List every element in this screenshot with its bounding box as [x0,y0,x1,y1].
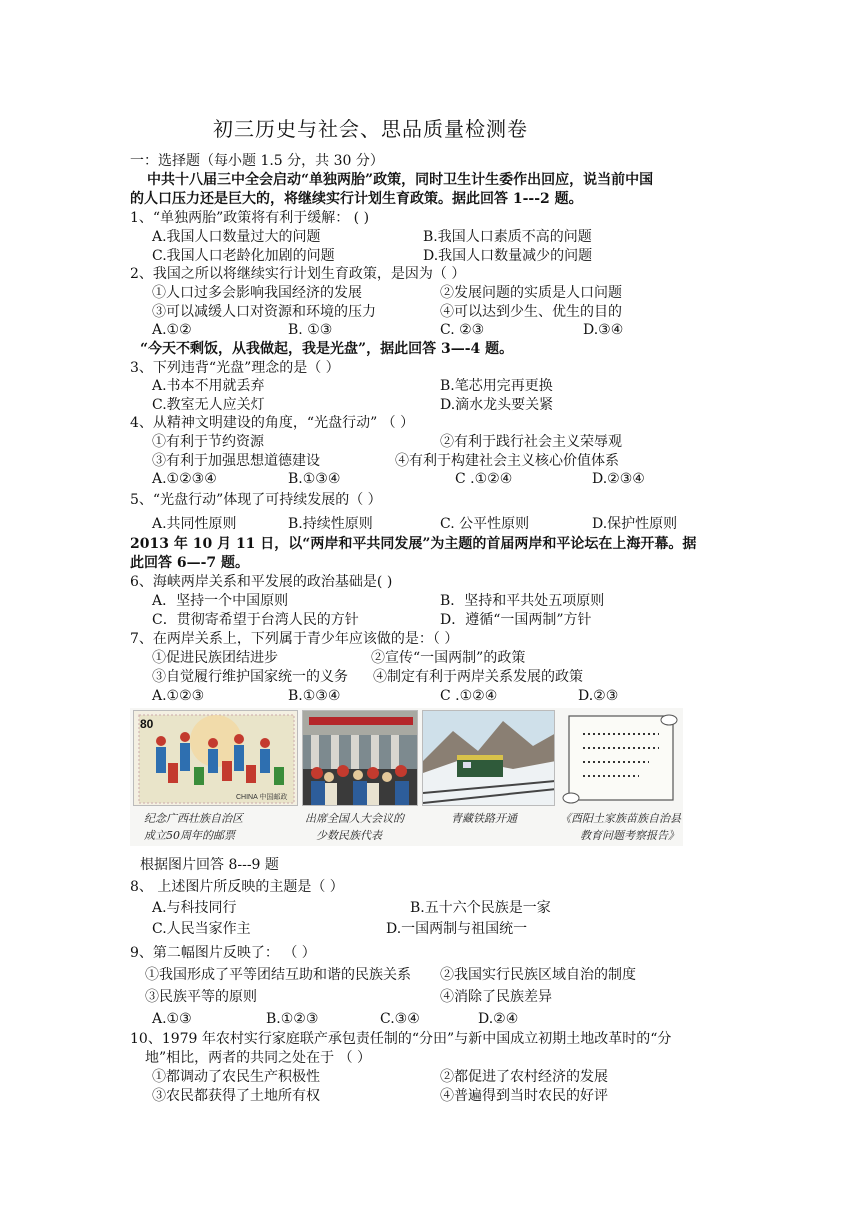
statement: ④普遍得到当时农民的好评 [440,1088,608,1104]
statement: ②宣传“一国两制”的政策 [371,650,526,666]
stamp-brand: CHINA 中国邮政 [236,794,288,801]
question-stem: 6、海峡两岸关系和平发展的政治基础是( ) [130,574,393,590]
option-c: C.③④ [380,1011,420,1027]
railway-photo [422,710,555,806]
statement: ④制定有利于两岸关系发展的政策 [373,669,583,685]
option-d: D．遵循“一国两制”方针 [440,612,592,628]
question-stem: 10、1979 年农村实行家庭联产承包责任制的“分田”与新中国成立初期土地改革时的“分 [130,1031,672,1047]
option-b: B. ①③ [288,322,333,338]
option-a: A.共同性原则 [152,516,237,532]
option-d: D.保护性原则 [592,516,678,532]
stamp-image [133,710,298,806]
statement: ③农民都获得了土地所有权 [152,1088,320,1104]
caption-report: 教育问题考察报告》 [580,829,679,842]
question-stem: 4、从精神文明建设的角度，“光盘行动” （ ） [130,415,415,431]
option-c: C. ②③ [440,322,485,338]
option-a: A.①②③ [152,688,205,704]
statement: ①都调动了农民生产积极性 [152,1069,320,1085]
page-title: 初三历史与社会、思品质量检测卷 [213,117,528,141]
option-c: C.我国人口老龄化加剧的问题 [152,248,335,264]
statement: ④可以达到少生、优生的目的 [440,304,622,320]
option-a: A.①②③④ [152,471,217,487]
statement: ③自觉履行维护国家统一的义务 [152,669,348,685]
caption-stamp: 成立50周年的邮票 [144,829,235,842]
statement: ②都促进了农村经济的发展 [440,1069,608,1085]
caption-delegates: 少数民族代表 [316,829,382,842]
caption-delegates: 出席全国人大会议的 [305,812,404,825]
railway-illustration [423,711,555,806]
question-stem: 1、“单独两胎”政策将有利于缓解： ( ) [130,210,370,226]
option-c: C.人民当家作主 [152,921,251,937]
option-d: D.②④ [478,1011,519,1027]
statement: ①我国形成了平等团结互助和谐的民族关系 [145,967,411,983]
option-c: C. 公平性原则 [440,516,530,532]
option-a: A.与科技同行 [152,900,237,916]
caption-railway: 青藏铁路开通 [451,812,517,825]
statement: ③民族平等的原则 [145,989,257,1005]
option-b: B.持续性原则 [288,516,373,532]
statement: ④消除了民族差异 [440,989,552,1005]
statement: ③有利于加强思想道德建设 [152,453,320,469]
option-d: D.②③④ [592,471,645,487]
option-a: A.书本不用就丢弃 [152,378,265,394]
option-c: C .①②④ [455,471,513,487]
question-stem: 地”相比，两者的共同之处在于 （ ） [145,1050,372,1066]
report-scroll [559,710,681,806]
option-b: B.①③④ [288,688,341,704]
option-d: D.滴水龙头要关紧 [440,397,554,413]
option-b: B.五十六个民族是一家 [410,900,551,916]
option-d: D.②③ [578,688,619,704]
question-stem: 5、“光盘行动”体现了可持续发展的（ ） [130,492,382,508]
option-d: D.③④ [583,322,624,338]
option-d: D.一国两制与祖国统一 [386,921,528,937]
delegates-illustration [303,711,418,806]
intro-text: 中共十八届三中全会启动“单独两胎”政策，同时卫生计生委作出回应，说当前中国 [147,172,654,188]
statement: ①促进民族团结进步 [152,650,278,666]
intro-text: 的人口压力还是巨大的，将继续实行计划生育政策。据此回答 1---2 题。 [130,191,583,207]
question-stem: 2、我国之所以将继续实行计划生育政策，是因为（ ） [130,266,466,282]
option-b: B.我国人口素质不高的问题 [423,229,592,245]
option-c: C．贯彻寄希望于台湾人民的方针 [152,612,359,628]
option-b: B．坚持和平共处五项原则 [440,593,605,609]
intro-text: 此回答 6—-7 题。 [130,555,250,571]
statement: ①人口过多会影响我国经济的发展 [152,285,362,301]
option-b: B.笔芯用完再更换 [440,378,553,394]
intro-text: 2013 年 10 月 11 日，以“两岸和平共同发展”为主题的首届两岸和平论坛在上海开幕。据 [130,536,697,552]
statement: ②有利于践行社会主义荣辱观 [440,434,622,450]
option-d: D.我国人口数量减少的问题 [423,248,593,264]
question-stem: 8、 上述图片所反映的主题是（ ） [130,879,344,895]
question-stem: 7、在两岸关系上，下列属于青少年应该做的是：（ ） [130,631,459,647]
intro-text: 根据图片回答 8---9 题 [140,857,279,873]
intro-text: “今天不剩饭，从我做起，我是光盘”，据此回答 3—-4 题。 [140,341,514,357]
statement: ③可以减缓人口对资源和环境的压力 [152,304,376,320]
caption-report: 《酉阳土家族苗族自治县 [560,812,681,825]
statement: ④有利于构建社会主义核心价值体系 [395,453,619,469]
option-c: C .①②④ [440,688,498,704]
question-stem: 9、第二幅图片反映了： （ ） [130,945,316,961]
stamp-value: 80 [140,717,154,731]
scroll-illustration [559,710,681,806]
stamp-illustration [134,711,298,806]
statement: ②发展问题的实质是人口问题 [440,285,622,301]
option-b: B.①②③ [266,1011,319,1027]
option-a: A.①③ [152,1011,192,1027]
statement: ①有利于节约资源 [152,434,264,450]
option-a: A.①② [152,322,192,338]
option-b: B.①③④ [288,471,341,487]
option-c: C.教室无人应关灯 [152,397,265,413]
option-a: A.我国人口数量过大的问题 [152,229,321,245]
option-a: A．坚持一个中国原则 [152,593,289,609]
caption-stamp: 纪念广西壮族自治区 [144,812,243,825]
statement: ②我国实行民族区域自治的制度 [440,967,636,983]
question-stem: 3、下列违背“光盘”理念的是（ ） [130,360,340,376]
section-heading: 一：选择题（每小题 1.5 分，共 30 分） [130,153,384,169]
delegates-photo [302,710,418,806]
